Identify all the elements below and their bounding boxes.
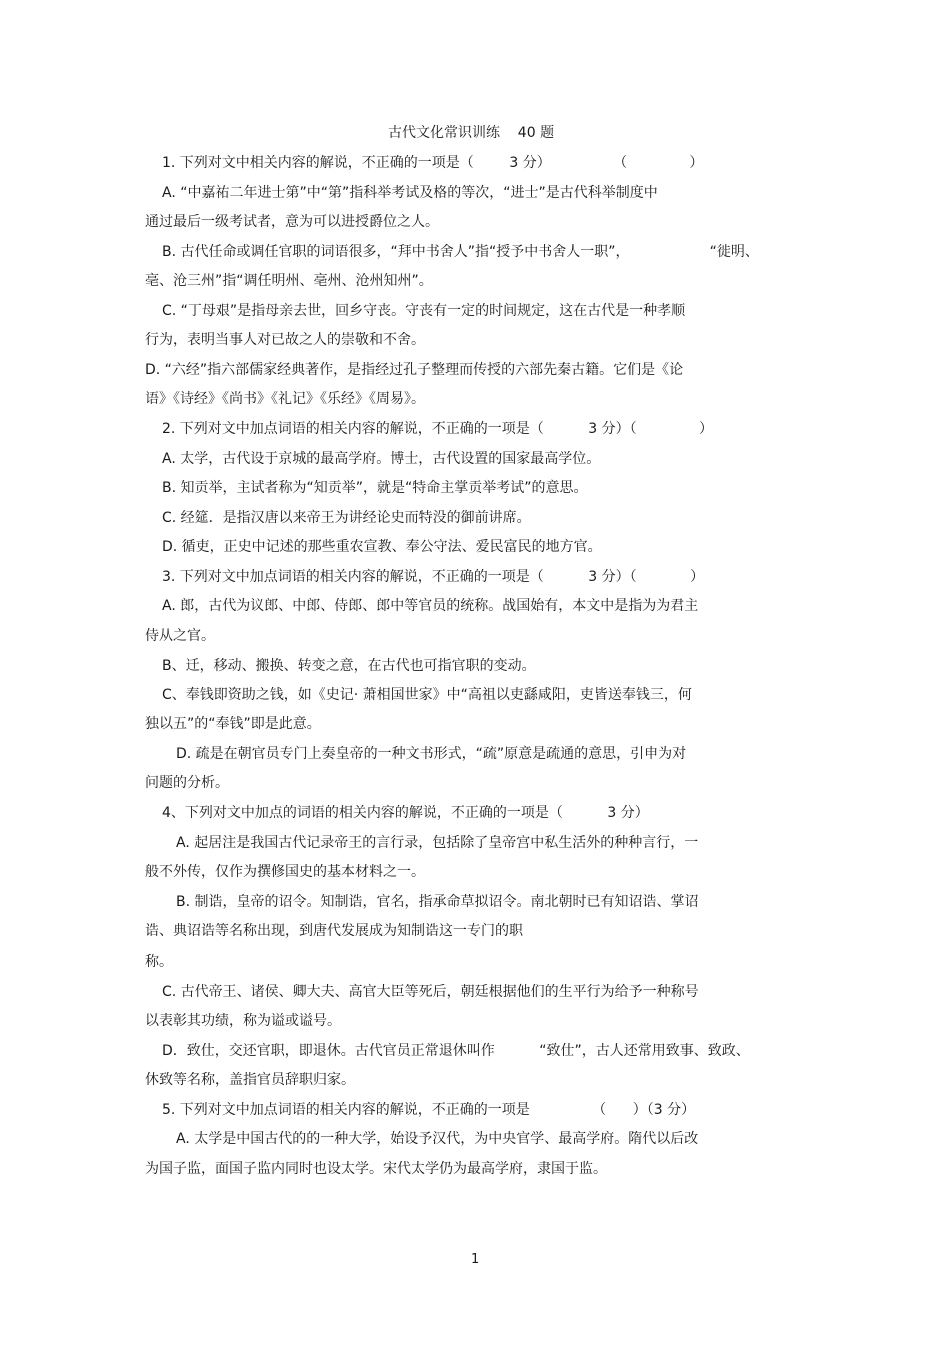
question-2-option-c: C. 经筵．是指汉唐以来帝王为讲经论史而特没的御前讲席。 (162, 510, 531, 526)
question-1-option-b-cont: 亳、沧三州”指“调任明州、亳州、沧州知州”。 (145, 273, 433, 289)
question-3-option-a-cont: 侍从之官。 (145, 628, 215, 644)
question-1-option-d: D. “六经”指六部儒家经典著作，是指经过孔子整理而传授的六部先秦古籍。它们是《论 (145, 362, 684, 378)
question-2-option-d: D. 循吏，正史中记述的那些重农宣教、奉公守法、爱民富民的地方官。 (162, 539, 602, 555)
question-4-stem: 4、下列对文中加点的词语的相关内容的解说，不正确的一项是（ 3 分） (162, 805, 649, 821)
question-3-stem: 3. 下列对文中加点词语的相关内容的解说，不正确的一项是（ 3 分）（ ） (162, 569, 705, 585)
question-1-stem: 1. 下列对文中相关内容的解说，不正确的一项是（ 3 分） （ ） (162, 155, 704, 171)
question-3-option-b: B、迁，移动、搬换、转变之意，在古代也可指官职的变动。 (162, 658, 536, 674)
question-1-option-b: B. 古代任命或调任官职的词语很多，“拜中书舍人”指“授予中书舍人一职”， “徙明、 (162, 244, 759, 260)
question-5-option-a-cont: 为国子监，面国子监内同时也设太学。宋代太学仍为最高学府，隶国于监。 (145, 1161, 607, 1177)
question-4-option-a-cont: 般不外传，仅作为撰修国史的基本材料之一。 (145, 864, 425, 880)
question-5-stem: 5. 下列对文中加点词语的相关内容的解说，不正确的一项是 （ ）（3 分） (162, 1102, 696, 1118)
question-3-option-c: C、奉钱即资助之钱，如《史记· 萧相国世家》中“高祖以吏繇咸阳，吏皆送奉钱三，何 (162, 687, 692, 703)
question-4-option-c-cont: 以表彰其功绩，称为谥或谥号。 (145, 1013, 341, 1029)
question-4-option-c: C. 古代帝王、诸侯、卿大夫、高官大臣等死后，朝廷根据他们的生平行为给予一种称号 (162, 984, 699, 1000)
question-1-option-a: A. “中嘉祐二年进士第”中“第”指科举考试及格的等次，“进士”是古代科举制度中 (162, 185, 658, 201)
question-1-option-c-cont: 行为，表明当事人对已故之人的崇敬和不舍。 (145, 332, 425, 348)
question-4-option-b-cont: 诰、典诏诰等名称出现，到唐代发展成为知制诰这一专门的职 (145, 923, 523, 939)
question-4-option-a: A. 起居注是我国古代记录帝王的言行录，包括除了皇帝宫中私生活外的种种言行，一 (176, 835, 699, 851)
question-1-option-a-cont: 通过最后一级考试者，意为可以进授爵位之人。 (145, 214, 439, 230)
page-title: 古代文化常识训练 40 题 (388, 125, 555, 141)
question-2-stem: 2. 下列对文中加点词语的相关内容的解说，不正确的一项是（ 3 分）（ ） (162, 421, 713, 437)
question-3-option-c-cont: 独以五”的“奉钱”即是此意。 (145, 716, 321, 732)
page-number: 1 (471, 1252, 480, 1267)
question-3-option-d-cont: 问题的分析。 (145, 775, 229, 791)
question-2-option-a: A. 太学，古代设于京城的最高学府。博士，古代设置的国家最高学位。 (162, 451, 601, 467)
question-4-option-b: B. 制诰，皇帝的诏令。知制诰，官名，指承命草拟诏令。南北朝时已有知诏诰、掌诏 (176, 894, 699, 910)
question-1-option-c: C. “丁母艰”是指母亲去世，回乡守丧。守丧有一定的时间规定，这在古代是一种孝顺 (162, 303, 686, 319)
question-4-option-d-cont: 休致等名称，盖指官员辞职归家。 (145, 1072, 355, 1088)
question-4-option-b-cont2: 称。 (145, 954, 173, 970)
question-3-option-d: D. 疏是在朝官员专门上奏皇帝的一种文书形式，“疏”原意是疏通的意思，引申为对 (176, 746, 687, 762)
question-2-option-b: B. 知贡举，主试者称为“知贡举”，就是“特命主掌贡举考试”的意思。 (162, 480, 588, 496)
question-5-option-a: A. 太学是中国古代的的一种大学，始设予汉代，为中央官学、最高学府。隋代以后改 (176, 1131, 699, 1147)
question-3-option-a: A. 郎，古代为议郎、中郎、侍郎、郎中等官员的统称。战国始有，本文中是指为为君主 (162, 598, 699, 614)
question-4-option-d: D．致仕，交还官职，即退休。古代官员正常退休叫作 “致仕”，古人还常用致事、致政、 (162, 1043, 750, 1059)
question-1-option-d-cont: 语》《诗经》《尚书》《礼记》《乐经》《周易》。 (145, 391, 425, 407)
